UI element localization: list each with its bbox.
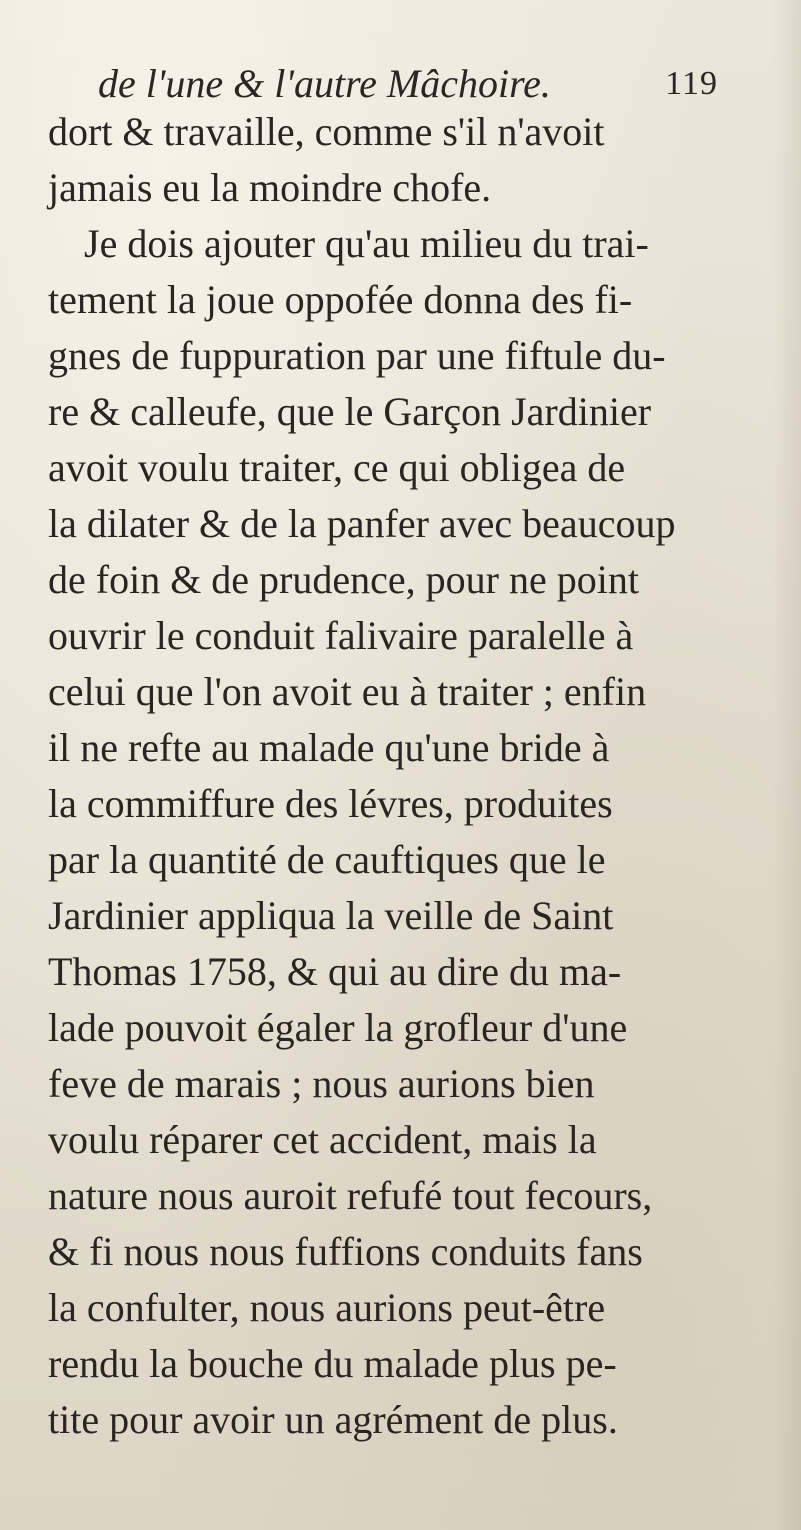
page-number: 119 — [665, 65, 718, 102]
text-line-19: voulu réparer cet accident, mais la — [48, 1117, 597, 1162]
text-line-24: tite pour avoir un agrément de plus. — [48, 1397, 618, 1442]
text-line-15: Jardinier appliqua la veille de Saint — [48, 893, 614, 938]
text-line-22: la confulter, nous aurions peut-être — [48, 1285, 606, 1330]
text-line-21: & fi nous nous fuffions conduits fans — [48, 1229, 643, 1274]
text-line-4: tement la joue oppofée donna des fi- — [48, 277, 633, 322]
text-line-2: jamais eu la moindre chofe. — [48, 165, 492, 210]
text-line-6: re & calleufe, que le Garçon Jardinier — [48, 389, 652, 434]
text-line-5: gnes de fuppuration par une fiftule du- — [48, 333, 666, 378]
page-header — [98, 58, 718, 110]
text-line-8: la dilater & de la panfer avec beaucoup — [48, 501, 676, 546]
text-line-14: par la quantité de cauftiques que le — [48, 837, 606, 882]
text-line-13: la commiffure des lévres, produites — [48, 781, 613, 826]
text-line-3: Je dois ajouter qu'au milieu du trai- — [84, 221, 649, 266]
body-text — [48, 104, 748, 1448]
text-line-23: rendu la bouche du malade plus pe- — [48, 1341, 617, 1386]
text-line-16: Thomas 1758, & qui au dire du ma- — [48, 949, 622, 994]
text-line-18: feve de marais ; nous aurions bien — [48, 1061, 595, 1106]
text-line-1: dort & travaille, comme s'il n'avoit — [48, 109, 605, 154]
running-title: de l'une & l'autre Mâchoire. — [98, 61, 551, 106]
text-line-11: celui que l'on avoit eu à traiter ; enfin — [48, 669, 647, 714]
text-line-7: avoit voulu traiter, ce qui obligea de — [48, 445, 626, 490]
text-line-20: nature nous auroit refufé tout fecours, — [48, 1173, 653, 1218]
text-line-17: lade pouvoit égaler la grofleur d'une — [48, 1005, 628, 1050]
text-line-10: ouvrir le conduit falivaire paralelle à — [48, 613, 634, 658]
page-edge-shadow — [773, 0, 801, 1530]
text-line-12: il ne refte au malade qu'une bride à — [48, 725, 610, 770]
text-line-9: de foin & de prudence, pour ne point — [48, 557, 639, 602]
